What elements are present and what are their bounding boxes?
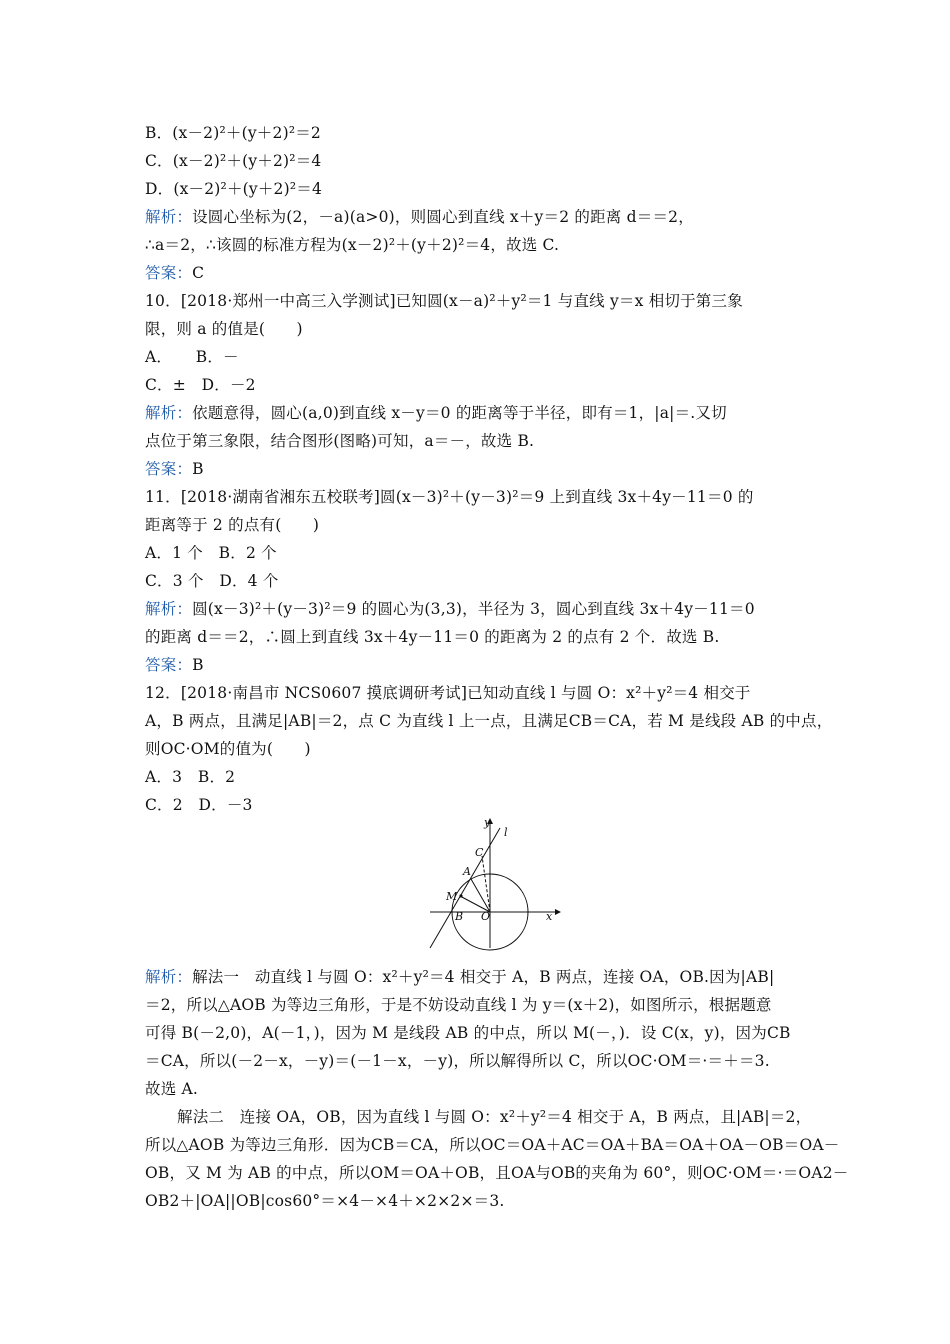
label-o: O <box>481 910 491 923</box>
solution-line: ＝CA，所以(－2－x，－y)＝(－1－x，－y)，所以解得所以 C，所以OC·OM＝·＝＋＝3. <box>145 1052 770 1070</box>
answer-line: 答案：C <box>145 264 205 282</box>
option-line: A．3 B．2 <box>145 768 236 786</box>
option-d: D．(x－2)²＋(y＋2)²＝4 <box>145 180 323 198</box>
solution-line: 解法二 连接 OA，OB，因为直线 l 与圆 O：x²＋y²＝4 相交于 A，B 两点，且|AB|＝2， <box>177 1108 812 1126</box>
x-axis-arrow <box>555 909 561 915</box>
solution-line: ＝2，所以△AOB 为等边三角形，于是不妨设动直线 l 为 y＝(x＋2)，如图所示，根据题意 <box>145 996 772 1014</box>
option-line: C．3 个 D．4 个 <box>145 572 279 590</box>
solution-line: 所以△AOB 为等边三角形．因为CB＝CA，所以OC＝OA＋AC＝OA＋BA＝OA＋OA－OB＝OA－ <box>145 1136 840 1154</box>
solution-line: ∴a＝2，∴该圆的标准方程为(x－2)²＋(y＋2)²＝4，故选 C. <box>145 236 560 254</box>
solution-line: 解析：解法一 动直线 l 与圆 O：x²＋y²＝4 相交于 A，B 两点，连接 OA，OB.因为|AB| <box>145 968 775 986</box>
answer-line: 答案：B <box>145 460 204 478</box>
solution-line: 可得 B(－2,0)，A(－1，)，因为 M 是线段 AB 的中点，所以 M(－，)．设 C(x，y)，因为CB <box>145 1024 791 1042</box>
option-line: A．1 个 B．2 个 <box>145 544 277 562</box>
question-text: 距离等于 2 的点有( ) <box>145 516 320 534</box>
question-text: 限，则 a 的值是( ) <box>145 320 303 338</box>
label-y: y <box>484 816 491 829</box>
option-line: A． B．－ <box>145 348 239 366</box>
label-b: B <box>455 910 464 923</box>
solution-line: 故选 A. <box>145 1080 199 1098</box>
point-m <box>459 894 462 897</box>
question-10: 10．[2018·郑州一中高三入学测试]已知圆(x－a)²＋y²＝1 与直线 y＝x 相切于第三象 <box>145 292 743 310</box>
question-11: 11．[2018·湖南省湘东五校联考]圆(x－3)²＋(y－3)²＝9 上到直线 3x＋4y－11＝0 的 <box>145 488 754 506</box>
option-b: B．(x－2)²＋(y＋2)²＝2 <box>145 124 321 142</box>
question-12: 12．[2018·南昌市 NCS0607 摸底调研考试]已知动直线 l 与圆 O：x²＋y²＝4 相交于 <box>145 684 751 702</box>
question-text: A，B 两点，且满足|AB|＝2，点 C 为直线 l 上一点，且满足CB＝CA，若 M 是线段 AB 的中点， <box>145 712 833 730</box>
label-a: A <box>463 865 471 878</box>
solution-line: 解析：设圆心坐标为(2，－a)(a>0)，则圆心到直线 x＋y＝2 的距离 d＝＝2， <box>145 208 694 226</box>
question-text: 则OC·OM的值为( ) <box>145 740 311 758</box>
solution-line: 点位于第三象限，结合图形(图略)可知，a＝－，故选 B. <box>145 432 535 450</box>
solution-line: 的距离 d＝＝2，∴圆上到直线 3x＋4y－11＝0 的距离为 2 的点有 2 个．故选 B. <box>145 628 720 646</box>
solution-line: 解析：依题意得，圆心(a,0)到直线 x－y＝0 的距离等于半径，即有＝1，|a|＝.又切 <box>145 404 727 422</box>
solution-line: 解析：圆(x－3)²＋(y－3)²＝9 的圆心为(3,3)，半径为 3，圆心到直线 3x＋4y－11＝0 <box>145 600 755 618</box>
answer-line: 答案：B <box>145 656 204 674</box>
option-line: C．2 D．－3 <box>145 796 253 814</box>
segment-oc <box>482 856 490 912</box>
solution-line: OB2＋|OA||OB|cos60°＝×4－×4＋×2×2×＝3. <box>145 1192 505 1210</box>
label-l: l <box>504 826 508 839</box>
label-m: M <box>446 890 458 903</box>
label-x: x <box>546 910 553 923</box>
solution-line: OB，又 M 为 AB 的中点，所以OM＝OA＋OB，且OA与OB的夹角为 60°，则OC·OM＝·＝OA2－ <box>145 1164 849 1182</box>
geometry-figure <box>420 816 565 956</box>
option-c: C．(x－2)²＋(y＋2)²＝4 <box>145 152 322 170</box>
label-c: C <box>475 846 484 859</box>
option-line: C．± D．－2 <box>145 376 256 394</box>
